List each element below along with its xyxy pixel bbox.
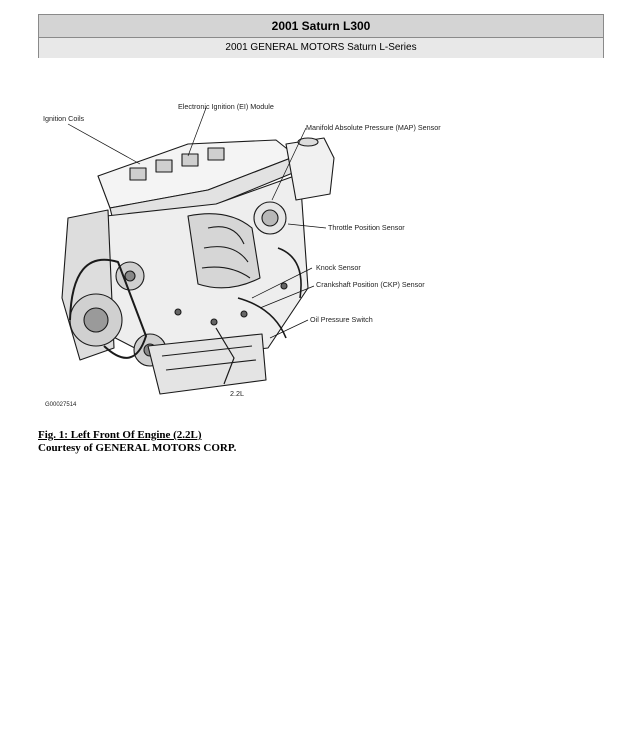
figure-code: G00027514 — [45, 402, 77, 408]
callout-ckp-sensor: Crankshaft Position (CKP) Sensor — [316, 280, 425, 289]
callout-knock-sensor: Knock Sensor — [316, 263, 361, 272]
engine-illustration — [38, 98, 458, 418]
document-subtitle: 2001 GENERAL MOTORS Saturn L-Series — [39, 38, 603, 58]
callout-ei-module: Electronic Ignition (EI) Module — [178, 102, 274, 111]
document-title: 2001 Saturn L300 — [39, 15, 603, 38]
callout-throttle-position-sensor: Throttle Position Sensor — [328, 223, 405, 232]
callout-oil-pressure-switch: Oil Pressure Switch — [310, 315, 373, 324]
callout-map-sensor: Manifold Absolute Pressure (MAP) Sensor — [306, 123, 441, 132]
figure-caption — [38, 429, 236, 455]
engine-figure — [38, 98, 458, 418]
engine-size-label: 2.2L — [230, 389, 244, 398]
document-header — [38, 14, 604, 58]
figure-caption-courtesy: Courtesy of GENERAL MOTORS CORP. — [38, 442, 237, 454]
callout-ignition-coils: Ignition Coils — [43, 114, 85, 123]
figure-caption-title: Fig. 1: Left Front Of Engine (2.2L) — [38, 429, 202, 441]
